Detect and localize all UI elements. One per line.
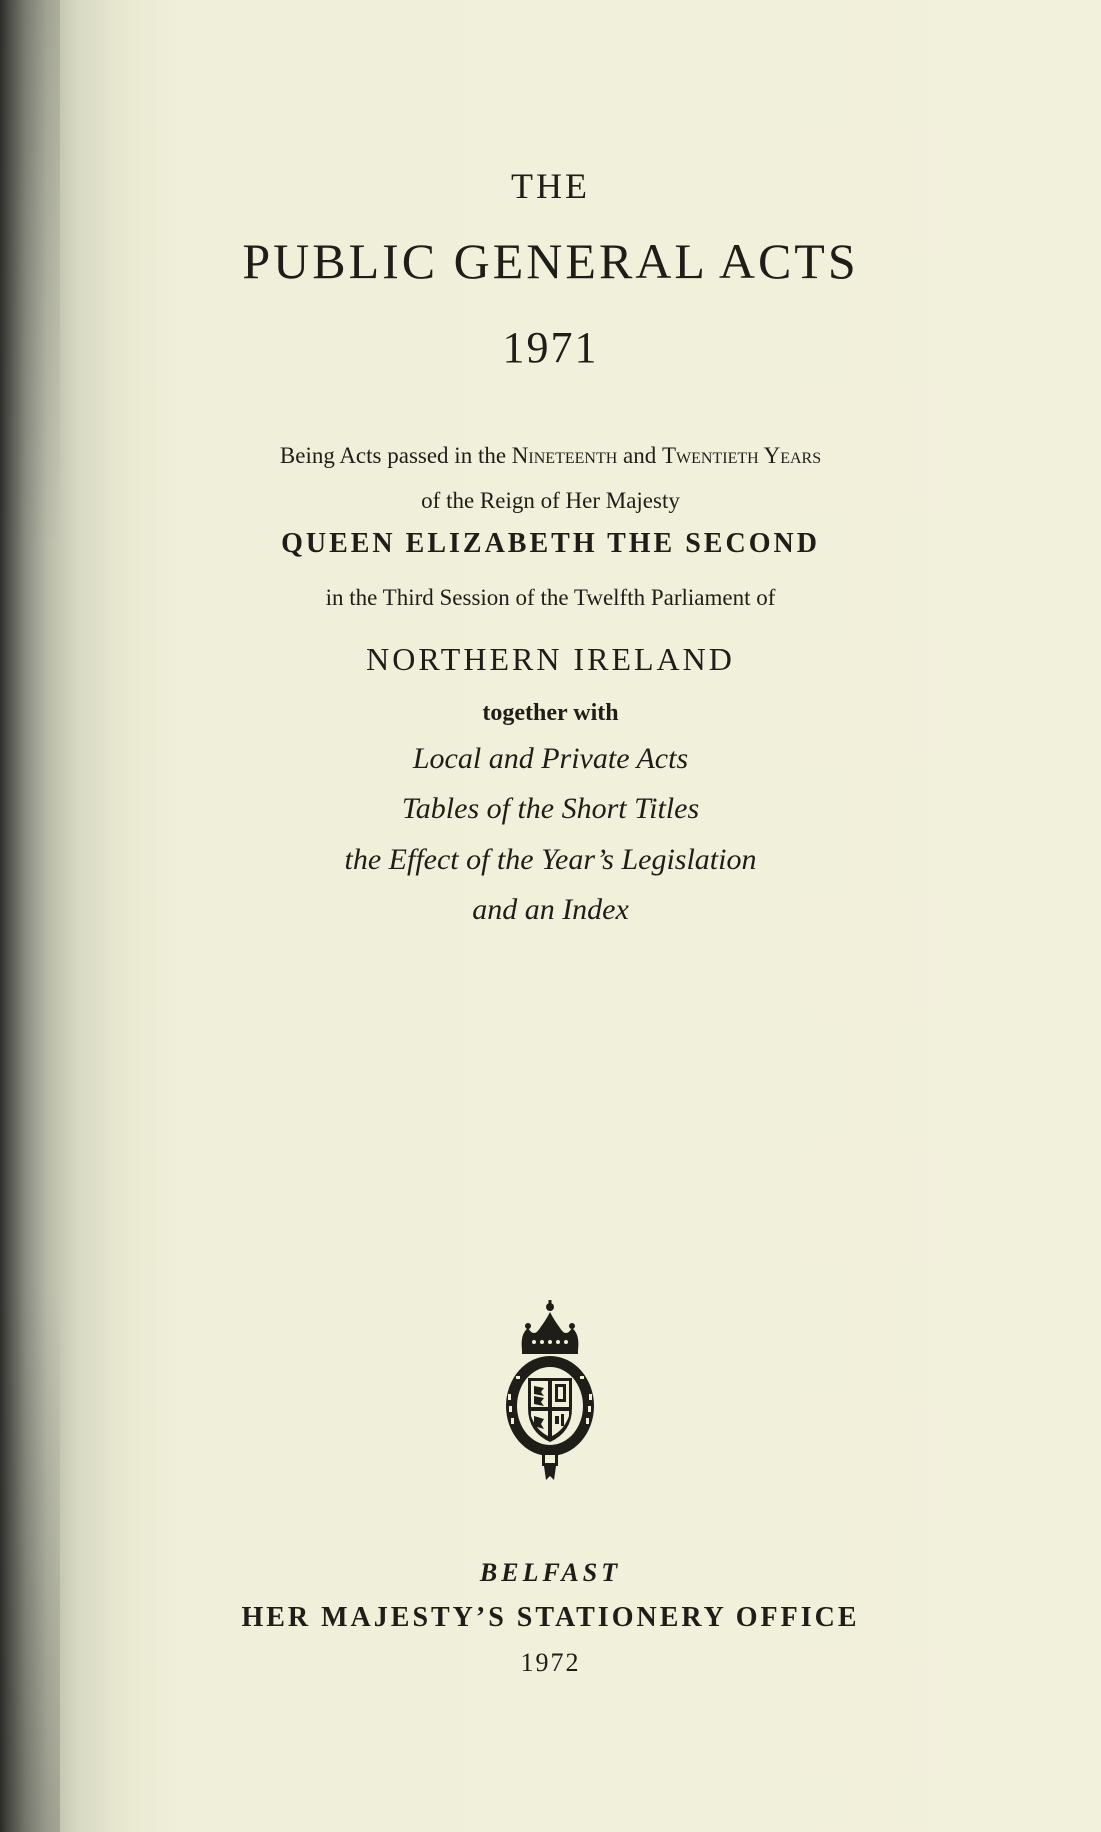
nineteenth-text: Nineteenth xyxy=(511,443,618,468)
parliament-name: NORTHERN IRELAND xyxy=(366,641,735,677)
and-text: and xyxy=(617,443,662,468)
contents-item-index: and an Index xyxy=(472,893,629,926)
contents-item-local-private-acts: Local and Private Acts xyxy=(412,742,689,775)
imprint-publisher: HER MAJESTY’S STATIONERY OFFICE xyxy=(241,1602,860,1633)
monarch-name: QUEEN ELIZABETH THE SECOND xyxy=(281,528,820,559)
session-line: in the Third Session of the Twelfth Parliament of xyxy=(325,585,776,610)
twentieth-years-text: Twentieth Years xyxy=(662,443,822,468)
imprint-city: BELFAST xyxy=(479,1558,622,1587)
contents-item-effect-legislation: the Effect of the Year’s Legislation xyxy=(344,843,757,876)
title-year: 1971 xyxy=(502,323,599,372)
title-the: THE xyxy=(511,166,590,206)
contents-item-tables-short-titles: Tables of the Short Titles xyxy=(401,792,700,825)
royal-crest-icon xyxy=(500,1298,600,1482)
imprint-date: 1972 xyxy=(520,1648,581,1677)
page-title: PUBLIC GENERAL ACTS xyxy=(242,233,859,289)
together-with: together with xyxy=(482,700,619,726)
reign-line: of the Reign of Her Majesty xyxy=(421,488,680,513)
being-acts-line xyxy=(0,443,1101,469)
being-prefix: Being Acts passed in the xyxy=(279,443,512,468)
